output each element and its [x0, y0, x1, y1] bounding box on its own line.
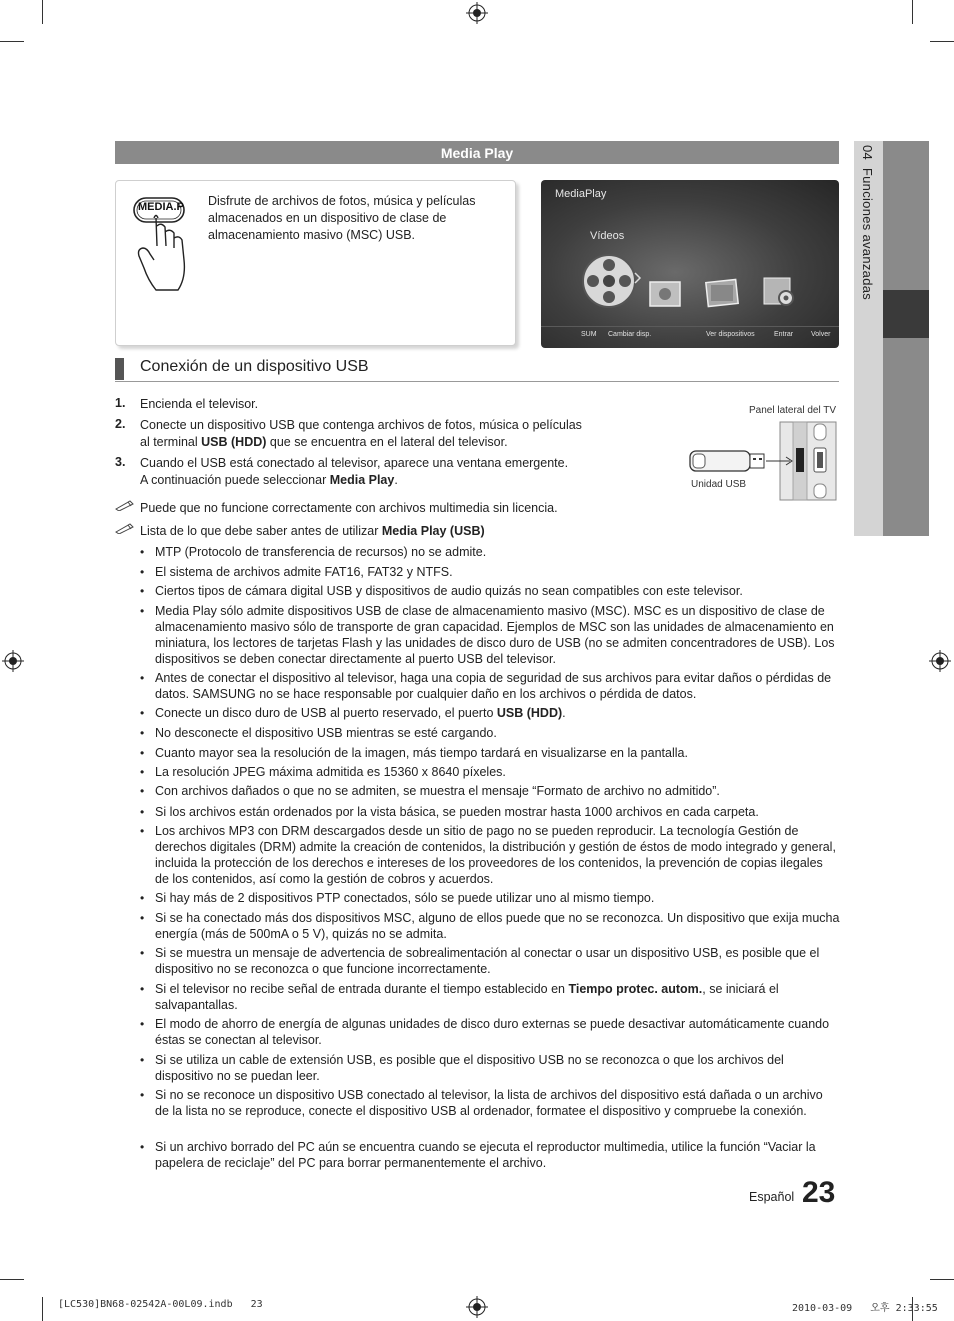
step-line: Cuando el USB está conectado al televisor, aparece una ventana emergente. — [140, 456, 569, 470]
screen-control-bar — [541, 326, 839, 347]
page-number: 23 — [802, 1176, 836, 1209]
print-slug-file: [LC530]BN68-02542A-00L09.indb 23 — [58, 1299, 263, 1310]
media-p-button: MEDIA.P — [138, 201, 184, 213]
bullet-dot: • — [140, 946, 145, 960]
step-line: Conecte un dispositivo USB que contenga archivos de fotos, música o películas — [140, 418, 582, 432]
step-number: 2. — [115, 417, 126, 431]
intro-text: Disfrute de archivos de fotos, música y películas almacenados en un dispositivo de clase de almacenamiento masivo (MSC) USB. — [208, 194, 476, 242]
list-item — [140, 945, 840, 977]
list-item-text: Si se muestra un mensaje de advertencia de sobrealimentación al conectar o usar un dispositivo USB, es posible que el dispositivo no se reconozca o que funcione incorrectamente. — [155, 946, 820, 976]
list-item-bold: Tiempo protec. autom. — [568, 982, 703, 996]
list-item — [140, 890, 840, 906]
registration-mark-icon — [2, 650, 24, 672]
sidebar-tab-strip — [883, 141, 929, 536]
list-item — [140, 783, 840, 799]
step-number: 3. — [115, 455, 126, 469]
list-item-text: Si un archivo borrado del PC aún se encuentra cuando se ejecuta el reproductor multimedia, utilice la función “Vaciar la papelera de reciclaje” del PC para borrar permanentemente el archivo. — [155, 1140, 816, 1170]
registration-mark-icon — [466, 1296, 488, 1318]
bullet-dot: • — [140, 545, 145, 559]
list-item — [140, 1016, 840, 1048]
list-item-text: Si se ha conectado más dos dispositivos MSC, alguno de ellos puede que no se reconozca. Un dispositivo que exija mucha energía (más de 500mA o 5 V), quizás no se admita. — [155, 911, 840, 941]
list-item-text: La resolución JPEG máxima admitida es 15360 x 8640 píxeles. — [155, 765, 506, 779]
list-item-text: Ciertos tipos de cámara digital USB y dispositivos de audio quizás no sean compatibles con este televisor. — [155, 584, 743, 598]
bullet-dot: • — [140, 726, 145, 740]
list-item — [140, 1052, 840, 1084]
list-item-bold: USB (HDD) — [496, 706, 563, 720]
screen-highlight-label: Vídeos — [590, 230, 625, 242]
bullet-dot: • — [140, 671, 145, 685]
list-item-text: El modo de ahorro de energía de algunas unidades de disco duro externas se puede desactivar automáticamente cuando éstas se conectan al televisor. — [155, 1017, 830, 1047]
bullet-dot: • — [140, 784, 145, 798]
print-slug-timestamp: 2010-03-09 오후 2:33:55 — [792, 1303, 938, 1314]
list-item — [140, 823, 840, 887]
list-item — [140, 1139, 840, 1171]
registration-mark-icon — [466, 2, 488, 24]
note-pencil-icon — [115, 522, 135, 534]
list-item-text: Cuanto mayor sea la resolución de la imagen, más tiempo tardará en visualizarse en la pantalla. — [155, 746, 688, 760]
crop-mark — [0, 41, 24, 42]
crop-mark — [930, 41, 954, 42]
step-line: A continuación puede seleccionar — [140, 473, 330, 487]
list-item-prefix: Si el televisor no recibe señal de entrada durante el tiempo establecido en — [155, 982, 569, 996]
step-line: al terminal — [140, 435, 202, 449]
list-item-prefix: Conecte un disco duro de USB al puerto reservado, el puerto — [155, 706, 497, 720]
list-item-text: Media Play sólo admite dispositivos USB de clase de almacenamiento masivo (MSC). MSC es un dispositivo de clase de almacenamiento masivo sólo de transporte de gran capacidad. Ejemplos de MSC son las unidades de almacenamiento en miniatura, los lectores de tarjetas Flash y las unidades de disco duro de USB (no se admiten concentradores de USB). Los dispositivos se deben conectar directamente al puerto USB del televisor. — [155, 604, 835, 666]
list-item — [140, 583, 840, 599]
bullet-dot: • — [140, 982, 145, 996]
photo-icon — [648, 278, 684, 308]
bullet-dot: • — [140, 746, 145, 760]
registration-mark-icon — [929, 650, 951, 672]
chapter-label — [860, 145, 875, 300]
crop-mark — [912, 0, 913, 24]
screen-title: MediaPlay — [555, 188, 607, 200]
list-item-text: Los archivos MP3 con DRM descargados desde un sitio de pago no se pueden reproducir. La tecnología Gestión de derechos digitales (DRM) admite la creación de contenidos, la distribución y gestión de éstos de modo integrado y general, incluida la protección de los derechos e intereses de los proveedores de los contenidos, la prevención de copias ilegales de los contenidos, así como la gestión de cobros y acuerdos. — [155, 824, 836, 886]
screen-view-devices: Ver dispositivos — [706, 331, 755, 338]
list-item-text: No desconecte el dispositivo USB mientras se esté cargando. — [155, 726, 497, 740]
list-item — [140, 1087, 840, 1119]
list-item-text: Antes de conectar el dispositivo al televisor, haga una copia de seguridad de sus archivos para evitar daños o pérdidas de datos. SAMSUNG no se hace responsable por cualquier daño en los archivos o pérdida de datos. — [155, 671, 832, 701]
list-item — [140, 705, 840, 721]
bullet-dot: • — [140, 706, 145, 720]
list-item-text: Si no se reconoce un dispositivo USB conectado al televisor, la lista de archivos del dispositivo está dañada o un archivo de la lista no se reproduce, conecte el dispositivo USB al ordenador, formatee el dispositivo y compruebe la conexión. — [155, 1088, 823, 1118]
bullet-dot: • — [140, 1017, 145, 1031]
sidebar-tab-active — [883, 290, 929, 338]
list-item — [140, 981, 840, 1013]
crop-mark — [930, 1279, 954, 1280]
section-title: Conexión de un dispositivo USB — [140, 358, 369, 375]
film-reel-icon — [580, 252, 638, 310]
list-item-suffix: , se iniciará el salvapantallas. — [155, 982, 779, 1012]
step-line-bold: USB (HDD) — [201, 435, 267, 449]
chapter-title: Funciones avanzadas — [860, 167, 875, 301]
bullet-dot: • — [140, 765, 145, 779]
section-banner: Media Play — [115, 141, 839, 164]
step-text — [140, 417, 630, 451]
step-text — [140, 455, 630, 489]
screen-back: Volver — [811, 331, 831, 338]
crop-mark — [0, 1279, 24, 1280]
bullet-dot: • — [140, 805, 145, 819]
list-item-text: MTP (Protocolo de transferencia de recursos) no se admite. — [155, 545, 487, 559]
list-item — [140, 564, 840, 580]
bullet-dot: • — [140, 565, 145, 579]
bullet-dot: • — [140, 1088, 145, 1102]
list-item-text: El sistema de archivos admite FAT16, FAT32 y NTFS. — [155, 565, 453, 579]
bullet-dot: • — [140, 911, 145, 925]
chevron-right-icon — [634, 272, 642, 284]
list-item — [140, 910, 840, 942]
list-item-text — [155, 705, 840, 721]
note-text: Puede que no funcione correctamente con archivos multimedia sin licencia. — [140, 501, 558, 515]
screen-enter: Entrar — [774, 331, 794, 338]
music-icon — [705, 278, 741, 308]
section-divider — [115, 381, 839, 382]
list-item — [140, 804, 840, 820]
usb-drive-label: Unidad USB — [691, 479, 747, 490]
bullet-dot: • — [140, 891, 145, 905]
crop-mark — [42, 1297, 43, 1321]
screen-change-device: Cambiar disp. — [608, 331, 652, 338]
step-line: . — [394, 473, 398, 487]
crop-mark — [42, 0, 43, 24]
screen-device-label: SUM — [581, 331, 597, 338]
settings-gear-icon — [762, 276, 798, 308]
list-item-suffix: . — [562, 706, 566, 720]
list-item-text: Si los archivos están ordenados por la vista básica, se pueden mostrar hasta 1000 archivos en cada carpeta. — [155, 805, 759, 819]
note-text — [140, 523, 485, 540]
bullet-dot: • — [140, 1140, 145, 1154]
step-line-bold: Media Play — [329, 473, 395, 487]
note-text-prefix: Lista de lo que debe saber antes de utilizar — [140, 524, 382, 538]
list-item — [140, 745, 840, 761]
bullet-dot: • — [140, 1053, 145, 1067]
note-pencil-icon — [115, 499, 135, 511]
step-text: Encienda el televisor. — [140, 397, 259, 411]
list-item-text: Con archivos dañados o que no se admiten, se muestra el mensaje “Formato de archivo no admitido”. — [155, 784, 720, 798]
note-text-bold: Media Play (USB) — [381, 524, 485, 538]
bullet-dot: • — [140, 584, 145, 598]
bullet-dot: • — [140, 604, 145, 618]
list-item-text: Si hay más de 2 dispositivos PTP conectados, sólo se puede utilizar uno al mismo tiempo. — [155, 891, 655, 905]
list-item — [140, 725, 840, 741]
list-item — [140, 603, 840, 667]
step-number: 1. — [115, 396, 126, 410]
panel-label: Panel lateral del TV — [749, 405, 837, 416]
list-item-text: Si se utiliza un cable de extensión USB, es posible que el dispositivo USB no se reconozca o que los archivos del dispositivo no se puedan leer. — [155, 1053, 784, 1083]
footer-language: Español — [749, 1190, 795, 1204]
list-item — [140, 670, 840, 702]
list-item — [140, 764, 840, 780]
step-line: que se encuentra en el lateral del televisor. — [266, 435, 508, 449]
chapter-number: 04 — [860, 145, 875, 161]
list-item-text — [155, 981, 840, 1013]
section-marker — [115, 358, 124, 380]
bullet-dot: • — [140, 824, 145, 838]
list-item — [140, 544, 840, 560]
